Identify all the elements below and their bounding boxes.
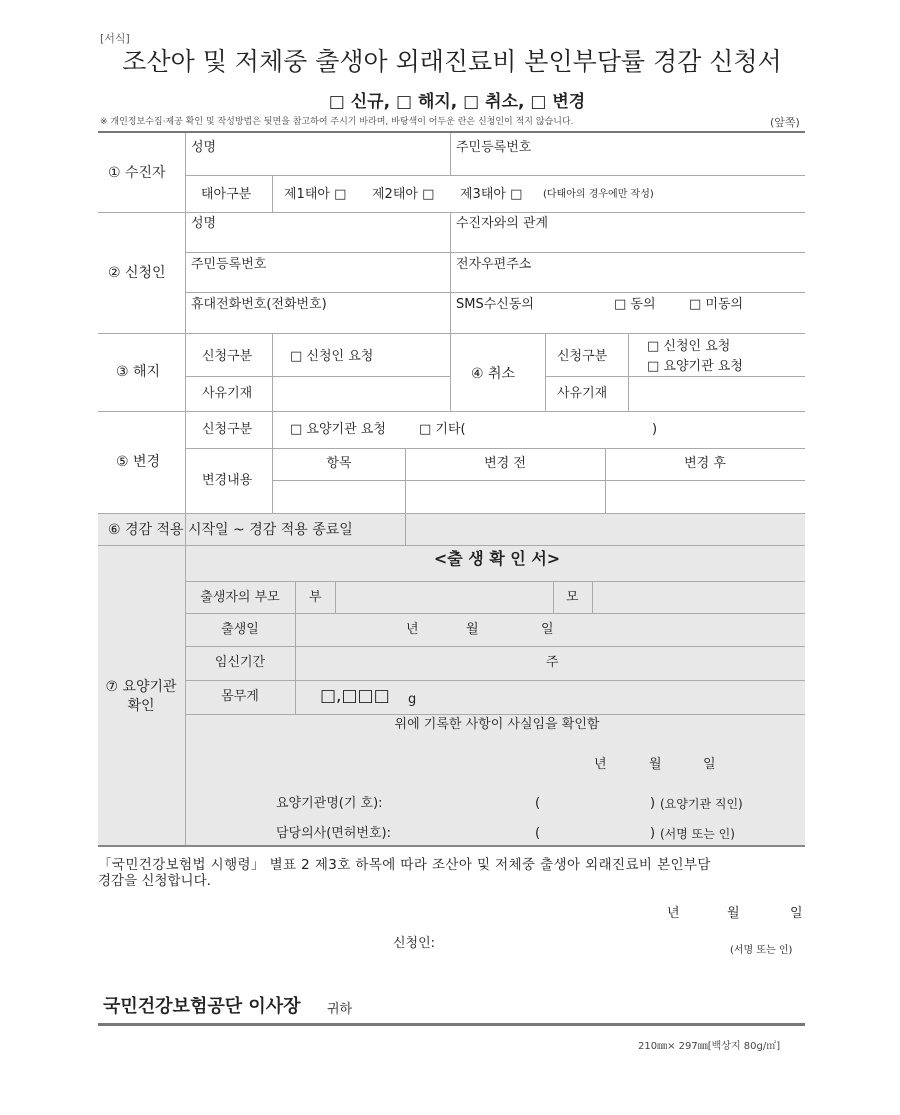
mother-label: 모 [566,590,579,605]
paper-spec: 210㎜× 297㎜[백상지 80g/㎡] [638,1041,781,1052]
parents-label: 출생자의 부모 [200,590,280,605]
form-tag: [서식] [100,32,130,45]
patient-rrn-label: 주민등록번호 [456,140,532,155]
addressee: 국민건강보험공단 이사장 [103,996,301,1017]
reduction-period-label: ⑥ 경감 적용 시작일 ~ 경감 적용 종료일 [108,522,353,538]
cancel-reason-label: 사유기재 [557,386,608,401]
inst-paren-close: ) [650,796,656,811]
birth-date-label: 출생일 [221,622,259,637]
change-content-label: 변경내용 [202,473,253,488]
change-type-label: 신청구분 [202,422,253,437]
doctor-label: 담당의사(면허번호): [276,826,391,841]
doc-paren-close: ) [650,826,656,841]
birth-month: 월 [466,622,479,637]
termination-reason-label: 사유기재 [202,386,253,401]
after-header: 변경 후 [684,456,726,471]
application-day: 일 [790,906,803,921]
confirm-day: 일 [703,757,716,772]
birth-day: 일 [541,622,554,637]
cancel-applicant-checkbox[interactable]: □ 신청인 요청 [647,339,731,354]
relation-label: 수진자와의 관계 [456,216,549,231]
application-year: 년 [667,906,680,921]
application-month: 월 [727,906,740,921]
addressee-suffix: 귀하 [327,1002,353,1017]
applicant-section-label: ② 신청인 [108,265,166,281]
doc-paren-open: ( [535,826,541,841]
birth-year: 년 [406,622,419,637]
fetus-1-checkbox[interactable]: 제1태아 □ [284,187,347,202]
change-other-checkbox[interactable]: □ 기타( [419,422,466,437]
declaration-line-2: 경감을 신청합니다. [98,873,211,889]
doctor-sign-label: (서명 또는 인) [660,827,735,841]
before-header: 변경 전 [484,456,526,471]
sms-agree-checkbox[interactable]: □ 동의 [614,297,656,312]
change-section-label: ⑤ 변경 [116,454,161,470]
weight-unit: g [408,692,417,707]
fetus-3-checkbox[interactable]: 제3태아 □ [460,187,523,202]
cancel-section-label: ④ 취소 [471,366,516,382]
institution-name-label: 요양기관명(기 호): [276,796,383,811]
termination-type-label: 신청구분 [202,349,253,364]
fetus-2-checkbox[interactable]: 제2태아 □ [372,187,435,202]
fetus-note: (다태아의 경우에만 작성) [543,189,654,200]
cancel-type-label: 신청구분 [557,349,608,364]
birth-certificate-title: <출 생 확 인 서> [433,549,561,568]
weight-field[interactable]: □,□□□ [320,686,390,706]
termination-section-label: ③ 해지 [116,364,161,380]
termination-applicant-checkbox[interactable]: □ 신청인 요청 [290,349,374,364]
confirm-month: 월 [649,757,662,772]
sms-consent-label: SMS수신동의 [456,297,534,312]
item-header: 항목 [326,456,352,471]
weight-label: 몸무게 [221,689,259,704]
change-institution-checkbox[interactable]: □ 요양기관 요청 [290,422,386,437]
sms-disagree-checkbox[interactable]: □ 미동의 [689,297,744,312]
institution-section-label-2: 확인 [127,698,155,714]
declaration-line-1: 「국민건강보험법 시행령」 별표 2 제3호 하목에 따라 조산아 및 저체중 출생아 외래진료비 본인부담 [98,857,711,873]
confirm-year: 년 [594,757,607,772]
patient-name-label: 성명 [191,140,217,155]
institution-seal-label: (요양기관 직인) [660,797,743,811]
page-side: (앞쪽) [770,116,800,129]
fetus-label: 태아구분 [201,187,252,202]
change-other-close: ) [652,422,658,437]
confirm-statement: 위에 기록한 사항이 사실임을 확인함 [394,717,600,732]
applicant-sign-label: 신청인: [393,936,436,951]
applicant-name-label: 성명 [191,216,217,231]
father-label: 부 [309,590,322,605]
cancel-institution-checkbox[interactable]: □ 요양기관 요청 [647,359,743,374]
gestation-label: 임신기간 [214,655,266,670]
applicant-sign-note: (서명 또는 인) [730,945,793,956]
patient-section-label: ① 수진자 [108,165,166,181]
note: ※ 개인정보수집·제공 확인 및 작성방법은 뒷면을 참고하여 주시기 바라며, 바탕색이 어두운 란은 신청인이 적지 않습니다. [100,117,574,127]
phone-label: 휴대전화번호(전화번호) [191,297,327,312]
inst-paren-open: ( [535,796,541,811]
request-type: □ 신규, □ 해지, □ 취소, □ 변경 [328,92,586,112]
applicant-rrn-label: 주민등록번호 [191,257,267,272]
institution-section-label: ⑦ 요양기관 [105,679,177,695]
email-label: 전자우편주소 [456,257,532,272]
gestation-week: 주 [546,655,559,670]
form-title: 조산아 및 저체중 출생아 외래진료비 본인부담률 경감 신청서 [122,47,782,76]
